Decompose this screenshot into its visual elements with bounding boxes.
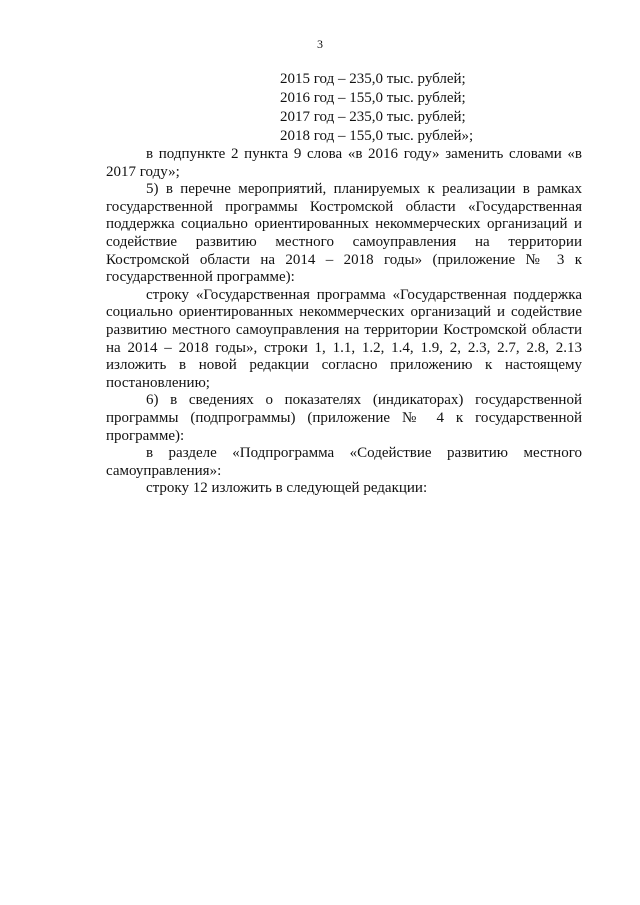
paragraph-rows-new-edition: строку «Государственная программа «Государственная поддержка социально ориентированных некоммерческих организаций и содействие развитию местного самоуправления на территории Костромской области на 2014 – 2018 годы», строки 1, 1.1, 1.2, 1.4, 1.9, 2, 2.3, 2.7, 2.8, 2.13 изложить в новой редакции согласно приложению к настоящему постановлению;	[106, 286, 582, 391]
paragraph-item-6: 6) в сведениях о показателях (индикаторах) государственной программы (подпрограммы) (приложение № 4 к государственной программе):	[106, 392, 582, 444]
funding-amount-2017: 2017 год – 235,0 тыс. рублей;	[280, 109, 466, 125]
funding-amount-2016: 2016 год – 155,0 тыс. рублей;	[280, 90, 466, 106]
paragraph-subclause-replacement: в подпункте 2 пункта 9 слова «в 2016 году» заменить словами «в 2017 году»;	[106, 146, 582, 180]
funding-amounts-list	[280, 70, 540, 146]
document-body	[106, 146, 582, 498]
funding-amount-2015: 2015 год – 235,0 тыс. рублей;	[280, 71, 466, 87]
page-number: 3	[317, 37, 323, 51]
funding-amount-2018: 2018 год – 155,0 тыс. рублей»;	[280, 128, 474, 144]
paragraph-section-subprogram: в разделе «Подпрограмма «Содействие развитию местного самоуправления»:	[106, 445, 582, 479]
paragraph-item-5: 5) в перечне мероприятий, планируемых к реализации в рамках государственной программы Костромской области «Государственная поддержка социально ориентированных некоммерческих организаций и содействие развитию местного самоуправления на территории Костромской области на 2014 – 2018 годы» (приложение № 3 к государственной программе):	[106, 181, 582, 286]
paragraph-row-12: строку 12 изложить в следующей редакции:	[146, 480, 428, 497]
